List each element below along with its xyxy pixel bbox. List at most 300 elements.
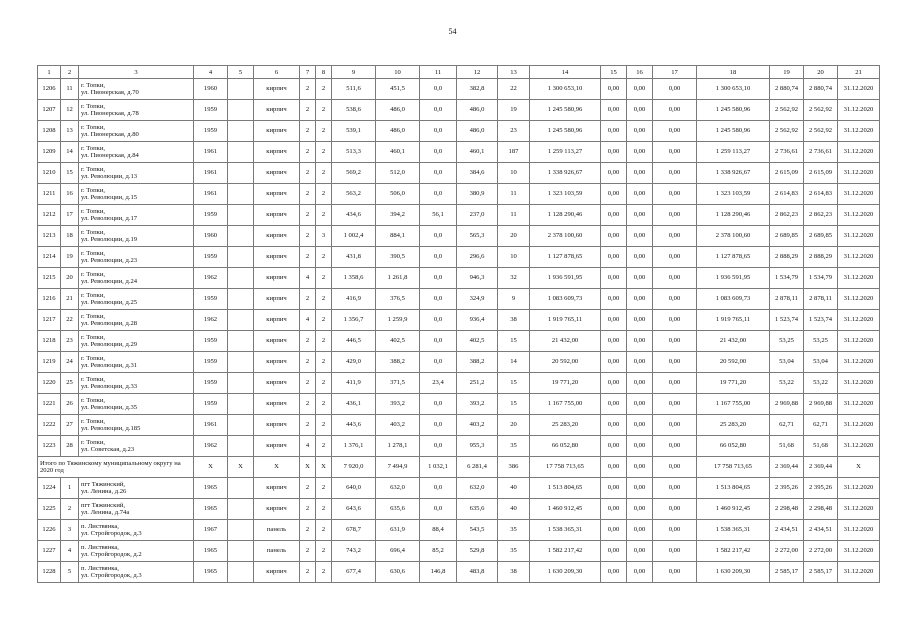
cell-c21: X xyxy=(838,457,880,478)
cell-c14: 1 338 926,67 xyxy=(530,163,601,184)
cell-c11: 85,2 xyxy=(420,541,457,562)
address-street: ул. Стройгородок, д.3 xyxy=(81,530,142,537)
cell-c1: 1212 xyxy=(38,205,61,226)
cell-c11: 0,0 xyxy=(420,310,457,331)
table-row xyxy=(38,541,880,562)
cell-c11: 88,4 xyxy=(420,520,457,541)
table-row xyxy=(38,205,880,226)
address-locality: г. Топки, xyxy=(81,102,105,110)
cell-c7: 2 xyxy=(300,415,316,436)
cell-c10: 635,6 xyxy=(376,499,420,520)
cell-c8: 2 xyxy=(316,478,332,499)
address-street: ул. Революции, д.23 xyxy=(81,257,138,264)
cell-c19: 2 434,51 xyxy=(770,520,804,541)
cell-c20: 2 888,29 xyxy=(804,247,838,268)
cell-address xyxy=(79,373,194,394)
cell-c21: 31.12.2020 xyxy=(838,562,880,583)
cell-c21: 31.12.2020 xyxy=(838,373,880,394)
cell-c13: 386 xyxy=(498,457,530,478)
column-header-15: 15 xyxy=(601,66,627,79)
cell-c10: 451,5 xyxy=(376,79,420,100)
cell-c7: 2 xyxy=(300,247,316,268)
cell-c1: 1213 xyxy=(38,226,61,247)
cell-address xyxy=(79,184,194,205)
cell-c5 xyxy=(228,562,254,583)
cell-c4: 1959 xyxy=(194,331,228,352)
cell-c4: 1961 xyxy=(194,142,228,163)
cell-c19: 2 615,09 xyxy=(770,163,804,184)
cell-c19: 1 523,74 xyxy=(770,310,804,331)
cell-c12: 380,9 xyxy=(457,184,498,205)
cell-c21: 31.12.2020 xyxy=(838,520,880,541)
cell-c18: 1 630 209,30 xyxy=(697,562,770,583)
cell-c14: 1 538 365,31 xyxy=(530,520,601,541)
cell-c10: 371,5 xyxy=(376,373,420,394)
cell-c17: 0,00 xyxy=(653,184,697,205)
cell-c1: 1225 xyxy=(38,499,61,520)
cell-c10: 512,0 xyxy=(376,163,420,184)
table-row xyxy=(38,184,880,205)
cell-c17: 0,00 xyxy=(653,394,697,415)
cell-c6: панель xyxy=(254,520,300,541)
cell-c15: 0,00 xyxy=(601,499,627,520)
cell-c17: 0,00 xyxy=(653,310,697,331)
cell-c4: 1959 xyxy=(194,100,228,121)
header-row xyxy=(38,66,880,79)
cell-c2: 11 xyxy=(61,79,79,100)
cell-c14: 1 323 103,59 xyxy=(530,184,601,205)
cell-c7: 2 xyxy=(300,541,316,562)
cell-c4: 1959 xyxy=(194,373,228,394)
cell-c13: 38 xyxy=(498,310,530,331)
cell-c21: 31.12.2020 xyxy=(838,289,880,310)
cell-c17: 0,00 xyxy=(653,121,697,142)
cell-c1: 1215 xyxy=(38,268,61,289)
cell-c9: 539,1 xyxy=(332,121,376,142)
cell-c17: 0,00 xyxy=(653,352,697,373)
cell-c15: 0,00 xyxy=(601,394,627,415)
cell-c9: 443,6 xyxy=(332,415,376,436)
cell-c18: 1 245 580,96 xyxy=(697,121,770,142)
cell-c1: 1227 xyxy=(38,541,61,562)
cell-c17: 0,00 xyxy=(653,541,697,562)
cell-c7: 4 xyxy=(300,436,316,457)
cell-c8: 2 xyxy=(316,331,332,352)
cell-c2: 14 xyxy=(61,142,79,163)
cell-c20: 53,25 xyxy=(804,331,838,352)
cell-c5 xyxy=(228,520,254,541)
cell-c2: 12 xyxy=(61,100,79,121)
cell-c21: 31.12.2020 xyxy=(838,436,880,457)
cell-c2: 21 xyxy=(61,289,79,310)
cell-c5 xyxy=(228,289,254,310)
address-street: ул. Ленина, д.26 xyxy=(81,488,127,495)
cell-c18: 21 432,00 xyxy=(697,331,770,352)
cell-c10: 388,2 xyxy=(376,352,420,373)
cell-c11: 0,0 xyxy=(420,331,457,352)
table-row xyxy=(38,163,880,184)
cell-c10: 376,5 xyxy=(376,289,420,310)
cell-c18: 1 083 609,73 xyxy=(697,289,770,310)
cell-c15: 0,00 xyxy=(601,100,627,121)
cell-c1: 1206 xyxy=(38,79,61,100)
cell-c13: 35 xyxy=(498,541,530,562)
cell-c4: 1959 xyxy=(194,205,228,226)
cell-c16: 0,00 xyxy=(627,289,653,310)
column-header-1: 1 xyxy=(38,66,61,79)
cell-c15: 0,00 xyxy=(601,121,627,142)
cell-c14: 1 630 209,30 xyxy=(530,562,601,583)
cell-address xyxy=(79,205,194,226)
cell-c13: 20 xyxy=(498,226,530,247)
cell-c7: 2 xyxy=(300,163,316,184)
address-street: ул. Пионерская, д.84 xyxy=(81,152,139,159)
cell-c1: 1228 xyxy=(38,562,61,583)
address-locality: г. Топки, xyxy=(81,123,105,131)
cell-c21: 31.12.2020 xyxy=(838,268,880,289)
cell-c8: 2 xyxy=(316,142,332,163)
cell-c17: 0,00 xyxy=(653,457,697,478)
cell-c2: 19 xyxy=(61,247,79,268)
cell-c16: 0,00 xyxy=(627,499,653,520)
cell-c11: 146,8 xyxy=(420,562,457,583)
cell-c14: 1 127 878,65 xyxy=(530,247,601,268)
cell-c12: 529,8 xyxy=(457,541,498,562)
cell-c13: 10 xyxy=(498,163,530,184)
cell-c9: 1 358,6 xyxy=(332,268,376,289)
cell-c19: 2 562,92 xyxy=(770,100,804,121)
cell-c4: X xyxy=(194,457,228,478)
cell-c10: 506,0 xyxy=(376,184,420,205)
cell-c15: 0,00 xyxy=(601,415,627,436)
cell-c6: кирпич xyxy=(254,226,300,247)
cell-c18: 25 283,20 xyxy=(697,415,770,436)
cell-c7: 2 xyxy=(300,226,316,247)
address-locality: п. Листвянка, xyxy=(81,522,119,530)
cell-c16: 0,00 xyxy=(627,184,653,205)
cell-c19: 2 736,61 xyxy=(770,142,804,163)
cell-c11: 0,0 xyxy=(420,121,457,142)
cell-c10: 402,5 xyxy=(376,331,420,352)
cell-c12: 486,0 xyxy=(457,100,498,121)
table-row xyxy=(38,268,880,289)
cell-c11: 0,0 xyxy=(420,163,457,184)
cell-c13: 23 xyxy=(498,121,530,142)
cell-c15: 0,00 xyxy=(601,352,627,373)
cell-c1: 1210 xyxy=(38,163,61,184)
cell-c1: 1214 xyxy=(38,247,61,268)
cell-c14: 21 432,00 xyxy=(530,331,601,352)
cell-c15: 0,00 xyxy=(601,331,627,352)
cell-c10: 486,0 xyxy=(376,100,420,121)
cell-c17: 0,00 xyxy=(653,268,697,289)
cell-c15: 0,00 xyxy=(601,457,627,478)
cell-c15: 0,00 xyxy=(601,436,627,457)
cell-c7: 2 xyxy=(300,394,316,415)
cell-c17: 0,00 xyxy=(653,331,697,352)
table-row xyxy=(38,331,880,352)
address-locality: г. Топки, xyxy=(81,312,105,320)
cell-c5 xyxy=(228,226,254,247)
cell-c5 xyxy=(228,436,254,457)
cell-c14: 1 919 765,11 xyxy=(530,310,601,331)
cell-c14: 20 592,00 xyxy=(530,352,601,373)
address-locality: г. Топки, xyxy=(81,333,105,341)
cell-c21: 31.12.2020 xyxy=(838,142,880,163)
cell-address xyxy=(79,562,194,583)
cell-c19: 2 395,26 xyxy=(770,478,804,499)
cell-c9: 677,4 xyxy=(332,562,376,583)
cell-c1: 1207 xyxy=(38,100,61,121)
cell-c10: 460,1 xyxy=(376,142,420,163)
cell-c5 xyxy=(228,499,254,520)
cell-c7: 2 xyxy=(300,121,316,142)
address-locality: пгт Тяжинский, xyxy=(81,501,126,509)
cell-c11: 0,0 xyxy=(420,142,457,163)
table-row xyxy=(38,289,880,310)
cell-c9: 640,0 xyxy=(332,478,376,499)
address-locality: г. Топки, xyxy=(81,165,105,173)
cell-c19: 2 562,92 xyxy=(770,121,804,142)
cell-c12: 324,9 xyxy=(457,289,498,310)
cell-c4: 1960 xyxy=(194,79,228,100)
cell-c20: 1 523,74 xyxy=(804,310,838,331)
cell-c7: 2 xyxy=(300,289,316,310)
cell-c9: 411,9 xyxy=(332,373,376,394)
cell-c15: 0,00 xyxy=(601,268,627,289)
cell-c9: 513,3 xyxy=(332,142,376,163)
cell-c7: 2 xyxy=(300,205,316,226)
cell-c4: 1965 xyxy=(194,541,228,562)
cell-c13: 40 xyxy=(498,499,530,520)
cell-c21: 31.12.2020 xyxy=(838,394,880,415)
cell-c14: 1 936 591,95 xyxy=(530,268,601,289)
cell-c21: 31.12.2020 xyxy=(838,478,880,499)
cell-c8: 3 xyxy=(316,226,332,247)
cell-c12: 955,3 xyxy=(457,436,498,457)
cell-c11: 0,0 xyxy=(420,79,457,100)
cell-address xyxy=(79,121,194,142)
cell-c6: кирпич xyxy=(254,247,300,268)
cell-c20: 2 862,23 xyxy=(804,205,838,226)
cell-c8: 2 xyxy=(316,184,332,205)
cell-c16: 0,00 xyxy=(627,142,653,163)
column-header-10: 10 xyxy=(376,66,420,79)
cell-c14: 17 758 713,65 xyxy=(530,457,601,478)
cell-c2: 5 xyxy=(61,562,79,583)
cell-c7: 4 xyxy=(300,310,316,331)
cell-c19: 53,22 xyxy=(770,373,804,394)
cell-c1: 1221 xyxy=(38,394,61,415)
cell-c15: 0,00 xyxy=(601,478,627,499)
cell-c9: 569,2 xyxy=(332,163,376,184)
cell-c15: 0,00 xyxy=(601,373,627,394)
cell-c9: 416,9 xyxy=(332,289,376,310)
cell-c9: 434,6 xyxy=(332,205,376,226)
cell-c15: 0,00 xyxy=(601,520,627,541)
cell-c16: 0,00 xyxy=(627,478,653,499)
cell-c19: 51,68 xyxy=(770,436,804,457)
cell-c2: 15 xyxy=(61,163,79,184)
cell-c13: 20 xyxy=(498,415,530,436)
cell-c18: 1 167 755,00 xyxy=(697,394,770,415)
cell-c2: 26 xyxy=(61,394,79,415)
cell-c18: 1 538 365,31 xyxy=(697,520,770,541)
cell-c4: 1959 xyxy=(194,352,228,373)
cell-c20: 2 562,92 xyxy=(804,121,838,142)
cell-c17: 0,00 xyxy=(653,415,697,436)
column-header-5: 5 xyxy=(228,66,254,79)
cell-c5 xyxy=(228,373,254,394)
cell-c1: 1208 xyxy=(38,121,61,142)
cell-c1: 1211 xyxy=(38,184,61,205)
table-row xyxy=(38,394,880,415)
cell-c14: 1 245 580,96 xyxy=(530,121,601,142)
cell-c8: 2 xyxy=(316,310,332,331)
cell-c15: 0,00 xyxy=(601,205,627,226)
cell-c1: 1224 xyxy=(38,478,61,499)
address-locality: п. Листвянка, xyxy=(81,543,119,551)
cell-c21: 31.12.2020 xyxy=(838,415,880,436)
cell-c21: 31.12.2020 xyxy=(838,163,880,184)
cell-c6: кирпич xyxy=(254,142,300,163)
column-header-21: 21 xyxy=(838,66,880,79)
cell-c5 xyxy=(228,142,254,163)
cell-c17: 0,00 xyxy=(653,163,697,184)
cell-c17: 0,00 xyxy=(653,478,697,499)
cell-c18: 2 378 100,60 xyxy=(697,226,770,247)
cell-c12: 384,6 xyxy=(457,163,498,184)
cell-c16: 0,00 xyxy=(627,373,653,394)
address-locality: г. Топки, xyxy=(81,270,105,278)
cell-c16: 0,00 xyxy=(627,331,653,352)
cell-c12: 403,2 xyxy=(457,415,498,436)
cell-c17: 0,00 xyxy=(653,289,697,310)
cell-c9: 1 356,7 xyxy=(332,310,376,331)
column-header-18: 18 xyxy=(697,66,770,79)
cell-c2: 17 xyxy=(61,205,79,226)
cell-c12: 296,6 xyxy=(457,247,498,268)
address-street: ул. Пионерская, д.78 xyxy=(81,110,139,117)
cell-c12: 460,1 xyxy=(457,142,498,163)
address-street: ул. Революции, д.17 xyxy=(81,215,138,222)
cell-c17: 0,00 xyxy=(653,499,697,520)
cell-c18: 1 127 878,65 xyxy=(697,247,770,268)
cell-address xyxy=(79,142,194,163)
cell-c8: 2 xyxy=(316,436,332,457)
table-row xyxy=(38,415,880,436)
cell-c8: 2 xyxy=(316,394,332,415)
cell-c18: 20 592,00 xyxy=(697,352,770,373)
cell-c9: 511,6 xyxy=(332,79,376,100)
cell-address xyxy=(79,226,194,247)
cell-c4: 1965 xyxy=(194,478,228,499)
cell-c18: 1 582 217,42 xyxy=(697,541,770,562)
cell-c17: 0,00 xyxy=(653,562,697,583)
cell-c4: 1959 xyxy=(194,289,228,310)
cell-c17: 0,00 xyxy=(653,142,697,163)
table-row xyxy=(38,79,880,100)
cell-c5 xyxy=(228,100,254,121)
cell-c20: 1 534,79 xyxy=(804,268,838,289)
address-locality: г. Топки, xyxy=(81,249,105,257)
cell-c14: 1 167 755,00 xyxy=(530,394,601,415)
cell-c7: 2 xyxy=(300,142,316,163)
cell-c1: 1220 xyxy=(38,373,61,394)
cell-c6: кирпич xyxy=(254,79,300,100)
address-street: ул. Пионерская, д.70 xyxy=(81,89,139,96)
cell-c10: 403,2 xyxy=(376,415,420,436)
cell-c11: 56,1 xyxy=(420,205,457,226)
cell-c8: 2 xyxy=(316,541,332,562)
cell-c20: 2 585,17 xyxy=(804,562,838,583)
cell-c7: X xyxy=(300,457,316,478)
cell-c2: 13 xyxy=(61,121,79,142)
cell-c13: 35 xyxy=(498,520,530,541)
cell-c12: 483,8 xyxy=(457,562,498,583)
cell-c18: 1 460 912,45 xyxy=(697,499,770,520)
cell-c17: 0,00 xyxy=(653,226,697,247)
cell-c16: 0,00 xyxy=(627,457,653,478)
address-locality: г. Топки, xyxy=(81,228,105,236)
address-locality: г. Топки, xyxy=(81,354,105,362)
cell-c11: 23,4 xyxy=(420,373,457,394)
cell-c18: 1 128 290,46 xyxy=(697,205,770,226)
cell-address xyxy=(79,331,194,352)
cell-c16: 0,00 xyxy=(627,205,653,226)
cell-c10: 630,6 xyxy=(376,562,420,583)
cell-c19: 2 689,85 xyxy=(770,226,804,247)
address-street: ул. Революции, д.24 xyxy=(81,278,138,285)
cell-c5 xyxy=(228,268,254,289)
cell-c8: 2 xyxy=(316,247,332,268)
cell-c15: 0,00 xyxy=(601,79,627,100)
cell-c8: 2 xyxy=(316,352,332,373)
cell-c17: 0,00 xyxy=(653,100,697,121)
cell-c13: 32 xyxy=(498,268,530,289)
cell-c10: 884,1 xyxy=(376,226,420,247)
cell-c14: 1 128 290,46 xyxy=(530,205,601,226)
cell-c5 xyxy=(228,184,254,205)
cell-c9: 643,6 xyxy=(332,499,376,520)
cell-c12: 635,6 xyxy=(457,499,498,520)
cell-c11: 0,0 xyxy=(420,436,457,457)
cell-c10: 1 261,8 xyxy=(376,268,420,289)
cell-c8: 2 xyxy=(316,121,332,142)
cell-c11: 0,0 xyxy=(420,268,457,289)
cell-c21: 31.12.2020 xyxy=(838,226,880,247)
cell-c18: 1 338 926,67 xyxy=(697,163,770,184)
cell-c7: 2 xyxy=(300,478,316,499)
cell-c17: 0,00 xyxy=(653,373,697,394)
cell-c15: 0,00 xyxy=(601,226,627,247)
cell-c6: кирпич xyxy=(254,478,300,499)
cell-c20: 62,71 xyxy=(804,415,838,436)
cell-c6: кирпич xyxy=(254,310,300,331)
cell-c21: 31.12.2020 xyxy=(838,205,880,226)
cell-c9: 678,7 xyxy=(332,520,376,541)
cell-c13: 40 xyxy=(498,478,530,499)
cell-c17: 0,00 xyxy=(653,79,697,100)
cell-c9: 429,0 xyxy=(332,352,376,373)
cell-c1: 1218 xyxy=(38,331,61,352)
cell-c21: 31.12.2020 xyxy=(838,79,880,100)
cell-c16: 0,00 xyxy=(627,352,653,373)
cell-c2: 25 xyxy=(61,373,79,394)
cell-c19: 53,25 xyxy=(770,331,804,352)
cell-c13: 11 xyxy=(498,184,530,205)
address-street: ул. Революции, д.33 xyxy=(81,383,138,390)
